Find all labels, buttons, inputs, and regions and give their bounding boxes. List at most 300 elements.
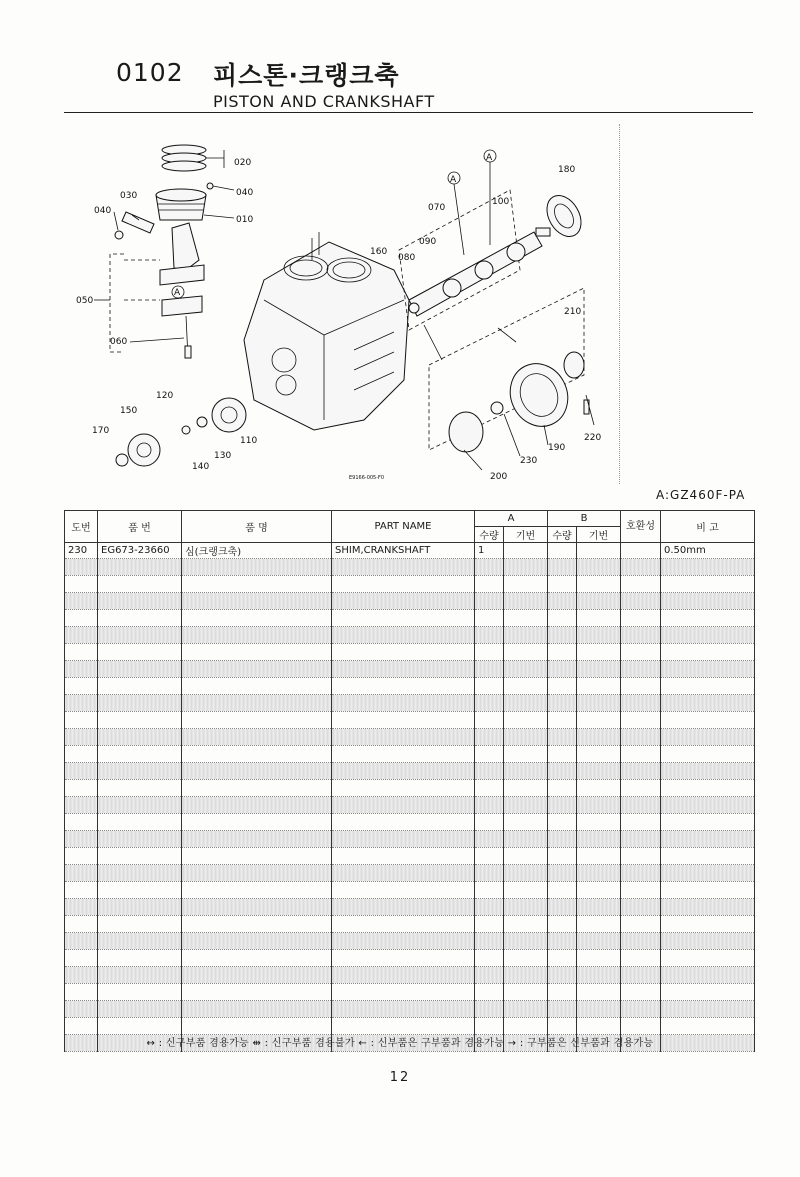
svg-text:A: A [486, 153, 493, 163]
col-header-interchange: 호환성 [621, 511, 661, 543]
table-row [65, 543, 755, 559]
empty-cell [661, 678, 755, 695]
table-row-empty [65, 865, 755, 882]
empty-cell [65, 763, 98, 780]
empty-cell [548, 746, 577, 763]
empty-cell [577, 712, 621, 729]
empty-cell [548, 1001, 577, 1018]
empty-cell [504, 576, 548, 593]
cell-base-a [504, 543, 548, 559]
svg-text:100: 100 [492, 197, 510, 207]
empty-cell [504, 610, 548, 627]
empty-cell [661, 780, 755, 797]
empty-cell [98, 831, 182, 848]
empty-cell [475, 797, 504, 814]
empty-cell [475, 746, 504, 763]
empty-cell [548, 780, 577, 797]
page-title-english: PISTON AND CRANKSHAFT [213, 92, 435, 111]
empty-cell [332, 610, 475, 627]
empty-cell [577, 882, 621, 899]
empty-cell [332, 695, 475, 712]
empty-cell [504, 627, 548, 644]
svg-text:A: A [450, 175, 457, 185]
empty-cell [332, 950, 475, 967]
empty-cell [577, 610, 621, 627]
empty-cell [65, 899, 98, 916]
table-row-empty [65, 712, 755, 729]
table-row-empty [65, 729, 755, 746]
empty-cell [504, 882, 548, 899]
empty-cell [504, 780, 548, 797]
empty-cell [504, 916, 548, 933]
empty-cell [548, 729, 577, 746]
empty-cell [65, 950, 98, 967]
empty-cell [475, 916, 504, 933]
table-row-empty [65, 695, 755, 712]
empty-cell [548, 899, 577, 916]
empty-cell [621, 712, 661, 729]
empty-cell [548, 678, 577, 695]
col-header-part-no: 품 번 [98, 511, 182, 543]
table-row-empty [65, 916, 755, 933]
empty-cell [65, 967, 98, 984]
empty-cell [182, 644, 332, 661]
empty-cell [504, 593, 548, 610]
empty-cell [182, 899, 332, 916]
empty-cell [332, 1001, 475, 1018]
empty-cell [504, 848, 548, 865]
empty-cell [621, 729, 661, 746]
empty-cell [182, 916, 332, 933]
empty-cell [475, 831, 504, 848]
table-row-empty [65, 984, 755, 1001]
table-row-empty [65, 678, 755, 695]
empty-cell [65, 1001, 98, 1018]
empty-cell [98, 610, 182, 627]
empty-cell [621, 610, 661, 627]
empty-cell [621, 797, 661, 814]
empty-cell [661, 746, 755, 763]
svg-text:060: 060 [110, 337, 128, 347]
empty-cell [577, 916, 621, 933]
empty-cell [65, 1018, 98, 1035]
empty-cell [577, 729, 621, 746]
empty-cell [182, 763, 332, 780]
col-header-qty-a: 수량 [475, 527, 504, 543]
empty-cell [475, 729, 504, 746]
table-header-row [65, 511, 755, 527]
empty-cell [577, 797, 621, 814]
table-row-empty [65, 814, 755, 831]
empty-cell [504, 933, 548, 950]
empty-cell [182, 967, 332, 984]
svg-text:170: 170 [92, 426, 110, 436]
empty-cell [661, 899, 755, 916]
col-header-ref: 도번 [65, 511, 98, 543]
empty-cell [621, 916, 661, 933]
empty-cell [661, 831, 755, 848]
empty-cell [621, 899, 661, 916]
empty-cell [475, 678, 504, 695]
svg-text:040: 040 [236, 188, 254, 198]
empty-cell [661, 848, 755, 865]
empty-cell [577, 848, 621, 865]
empty-cell [332, 746, 475, 763]
empty-cell [548, 712, 577, 729]
empty-cell [548, 797, 577, 814]
empty-cell [65, 559, 98, 576]
empty-cell [475, 967, 504, 984]
svg-text:070: 070 [428, 203, 446, 213]
empty-cell [182, 984, 332, 1001]
empty-cell [332, 984, 475, 1001]
empty-cell [475, 576, 504, 593]
empty-cell [475, 882, 504, 899]
empty-cell [661, 627, 755, 644]
empty-cell [548, 763, 577, 780]
col-header-name-ko: 품 명 [182, 511, 332, 543]
page-number: 12 [389, 1070, 411, 1085]
empty-cell [475, 899, 504, 916]
table-row-empty [65, 559, 755, 576]
empty-cell [98, 848, 182, 865]
piston-rings-drawing [162, 145, 206, 171]
table-row-empty [65, 1001, 755, 1018]
col-header-qty-b: 수량 [548, 527, 577, 543]
empty-cell [661, 610, 755, 627]
empty-cell [548, 1018, 577, 1035]
empty-cell [475, 763, 504, 780]
empty-cell [98, 661, 182, 678]
empty-cell [332, 576, 475, 593]
svg-text:180: 180 [558, 165, 576, 175]
empty-cell [65, 644, 98, 661]
empty-cell [577, 1001, 621, 1018]
svg-text:020: 020 [234, 158, 252, 168]
svg-text:010: 010 [236, 215, 254, 225]
empty-cell [621, 746, 661, 763]
empty-cell [661, 1018, 755, 1035]
empty-cell [332, 797, 475, 814]
table-row-empty [65, 780, 755, 797]
empty-cell [661, 984, 755, 1001]
empty-cell [504, 797, 548, 814]
empty-cell [621, 848, 661, 865]
empty-cell [65, 661, 98, 678]
empty-cell [98, 593, 182, 610]
empty-cell [98, 984, 182, 1001]
empty-cell [475, 848, 504, 865]
empty-cell [504, 712, 548, 729]
empty-cell [182, 831, 332, 848]
empty-cell [661, 695, 755, 712]
empty-cell [548, 593, 577, 610]
empty-cell [661, 729, 755, 746]
empty-cell [577, 865, 621, 882]
empty-cell [98, 814, 182, 831]
cell-base-b [577, 543, 621, 559]
empty-cell [548, 916, 577, 933]
empty-cell [182, 627, 332, 644]
table-row-empty [65, 661, 755, 678]
empty-cell [182, 593, 332, 610]
empty-cell [182, 695, 332, 712]
svg-text:160: 160 [370, 247, 388, 257]
empty-cell [504, 984, 548, 1001]
empty-cell [182, 678, 332, 695]
empty-cell [332, 627, 475, 644]
empty-cell [661, 1001, 755, 1018]
empty-cell [98, 644, 182, 661]
empty-cell [65, 610, 98, 627]
empty-cell [621, 695, 661, 712]
empty-cell [577, 814, 621, 831]
col-header-group-a: A [475, 511, 548, 527]
empty-cell [661, 576, 755, 593]
empty-cell [577, 593, 621, 610]
empty-cell [504, 763, 548, 780]
empty-cell [577, 644, 621, 661]
table-row-empty [65, 763, 755, 780]
empty-cell [332, 882, 475, 899]
empty-cell [475, 627, 504, 644]
empty-cell [65, 627, 98, 644]
empty-cell [504, 831, 548, 848]
empty-cell [98, 950, 182, 967]
empty-cell [661, 593, 755, 610]
table-row-empty [65, 746, 755, 763]
empty-cell [504, 729, 548, 746]
empty-cell [504, 814, 548, 831]
empty-cell [577, 695, 621, 712]
empty-cell [548, 950, 577, 967]
empty-cell [65, 780, 98, 797]
empty-cell [98, 627, 182, 644]
empty-cell [475, 780, 504, 797]
empty-cell [504, 865, 548, 882]
empty-cell [577, 678, 621, 695]
empty-cell [621, 627, 661, 644]
empty-cell [661, 763, 755, 780]
empty-cell [98, 695, 182, 712]
empty-cell [475, 1001, 504, 1018]
header-rule [64, 112, 753, 113]
empty-cell [65, 831, 98, 848]
empty-cell [661, 797, 755, 814]
svg-text:A: A [174, 288, 181, 298]
empty-cell [548, 933, 577, 950]
empty-cell [661, 950, 755, 967]
col-header-remarks: 비 고 [661, 511, 755, 543]
empty-cell [661, 933, 755, 950]
table-row-empty [65, 899, 755, 916]
empty-cell [577, 984, 621, 1001]
empty-cell [548, 661, 577, 678]
col-header-base-a: 기번 [504, 527, 548, 543]
empty-cell [65, 882, 98, 899]
table-row-empty [65, 644, 755, 661]
empty-cell [65, 797, 98, 814]
empty-cell [621, 780, 661, 797]
cell-remarks: 0.50mm [661, 543, 755, 559]
empty-cell [577, 576, 621, 593]
empty-cell [475, 984, 504, 1001]
empty-cell [332, 763, 475, 780]
empty-cell [577, 933, 621, 950]
exploded-parts-diagram [64, 120, 664, 490]
empty-cell [98, 1001, 182, 1018]
empty-cell [98, 1018, 182, 1035]
empty-cell [98, 746, 182, 763]
empty-cell [332, 1018, 475, 1035]
empty-cell [621, 967, 661, 984]
empty-cell [577, 780, 621, 797]
svg-text:210: 210 [564, 307, 582, 317]
svg-text:230: 230 [520, 456, 538, 466]
cell-part-no: EG673-23660 [98, 543, 182, 559]
bearing-case-drawing [449, 352, 589, 452]
empty-cell [182, 848, 332, 865]
empty-cell [182, 1001, 332, 1018]
empty-cell [65, 848, 98, 865]
empty-cell [504, 695, 548, 712]
empty-cell [332, 865, 475, 882]
empty-cell [577, 661, 621, 678]
empty-cell [577, 763, 621, 780]
table-row-empty [65, 950, 755, 967]
empty-cell [475, 814, 504, 831]
empty-cell [65, 933, 98, 950]
empty-cell [98, 967, 182, 984]
empty-cell [332, 814, 475, 831]
empty-cell [661, 882, 755, 899]
empty-cell [621, 576, 661, 593]
empty-cell [661, 661, 755, 678]
empty-cell [332, 780, 475, 797]
empty-cell [661, 967, 755, 984]
empty-cell [548, 865, 577, 882]
empty-cell [504, 661, 548, 678]
svg-text:130: 130 [214, 451, 232, 461]
empty-cell [504, 746, 548, 763]
empty-cell [475, 712, 504, 729]
empty-cell [98, 576, 182, 593]
svg-text:150: 150 [120, 406, 138, 416]
empty-cell [182, 576, 332, 593]
empty-cell [661, 559, 755, 576]
svg-text:120: 120 [156, 391, 174, 401]
empty-cell [621, 593, 661, 610]
empty-cell [65, 729, 98, 746]
empty-cell [475, 661, 504, 678]
table-row-empty [65, 1018, 755, 1035]
empty-cell [577, 1018, 621, 1035]
svg-text:030: 030 [120, 191, 138, 201]
empty-cell [621, 559, 661, 576]
empty-cell [65, 916, 98, 933]
empty-cell [65, 865, 98, 882]
svg-text:080: 080 [398, 253, 416, 263]
empty-cell [182, 797, 332, 814]
cell-name-en: SHIM,CRANKSHAFT [332, 543, 475, 559]
svg-text:200: 200 [490, 472, 508, 482]
empty-cell [475, 950, 504, 967]
empty-cell [182, 814, 332, 831]
empty-cell [475, 610, 504, 627]
empty-cell [661, 712, 755, 729]
empty-cell [621, 950, 661, 967]
empty-cell [98, 780, 182, 797]
empty-cell [98, 559, 182, 576]
cell-ref: 230 [65, 543, 98, 559]
empty-cell [548, 984, 577, 1001]
empty-cell [548, 576, 577, 593]
cell-qty-b [548, 543, 577, 559]
empty-cell [182, 746, 332, 763]
empty-cell [65, 678, 98, 695]
empty-cell [65, 746, 98, 763]
table-row-empty [65, 627, 755, 644]
interchange-legend: ↔ : 신구부품 겸용가능 ⇹ : 신구부품 겸용불가 ← : 신부품은 구부품과 겸용가능 → : 구부품은 신부품과 겸용가능 [146, 1038, 654, 1049]
empty-cell [621, 763, 661, 780]
empty-cell [548, 967, 577, 984]
empty-cell [182, 729, 332, 746]
empty-cell [475, 644, 504, 661]
empty-cell [65, 814, 98, 831]
empty-cell [332, 848, 475, 865]
svg-text:E9166-005-F0: E9166-005-F0 [349, 475, 385, 481]
empty-cell [332, 559, 475, 576]
empty-cell [621, 933, 661, 950]
empty-cell [332, 916, 475, 933]
col-header-group-b: B [548, 511, 621, 527]
empty-cell [621, 882, 661, 899]
empty-cell [332, 644, 475, 661]
empty-cell [621, 814, 661, 831]
svg-text:040: 040 [94, 206, 112, 216]
empty-cell [65, 984, 98, 1001]
empty-cell [548, 610, 577, 627]
empty-cell [182, 865, 332, 882]
empty-cell [577, 627, 621, 644]
table-row-empty [65, 967, 755, 984]
empty-cell [661, 644, 755, 661]
empty-cell [182, 950, 332, 967]
page-title-korean: 피스톤·크랭크축 [213, 61, 400, 90]
parts-list-table [64, 510, 755, 1052]
empty-cell [577, 967, 621, 984]
empty-cell [475, 933, 504, 950]
section-code: 0102 [116, 58, 184, 87]
empty-cell [548, 831, 577, 848]
empty-cell [548, 644, 577, 661]
col-header-name-en: PART NAME [332, 511, 475, 543]
empty-cell [332, 678, 475, 695]
empty-cell [661, 916, 755, 933]
col-header-base-b: 기번 [577, 527, 621, 543]
empty-cell [332, 899, 475, 916]
empty-cell [548, 814, 577, 831]
empty-cell [98, 882, 182, 899]
empty-cell [548, 848, 577, 865]
svg-text:110: 110 [240, 436, 258, 446]
empty-cell [621, 644, 661, 661]
empty-cell [504, 559, 548, 576]
empty-cell [621, 678, 661, 695]
empty-cell [548, 695, 577, 712]
empty-cell [621, 661, 661, 678]
empty-cell [621, 865, 661, 882]
